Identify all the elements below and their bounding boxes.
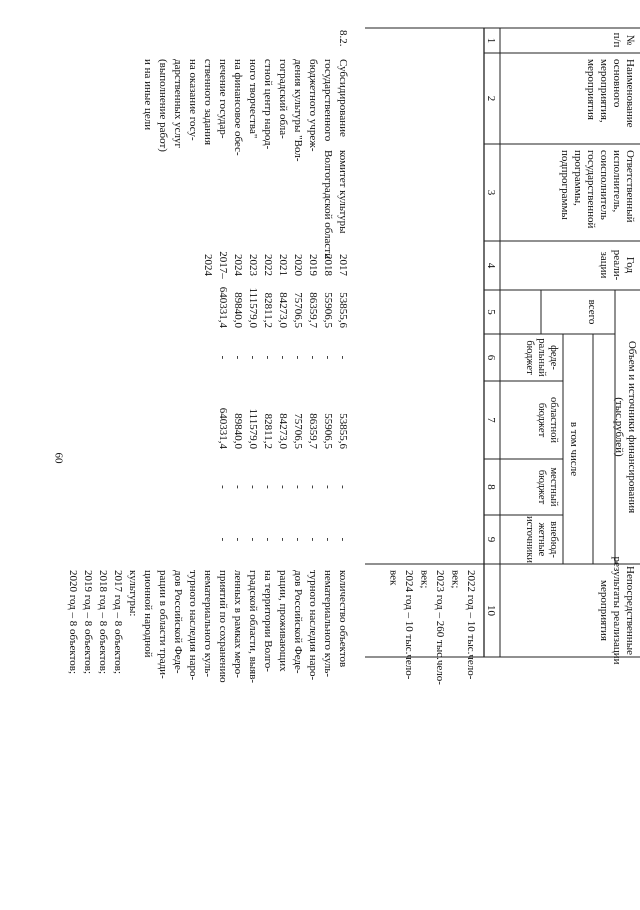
- header-year: зации: [598, 251, 610, 279]
- prev-row-result: 2022 год – 10 тыс.чело-: [465, 570, 477, 680]
- row-federal: -: [292, 355, 304, 360]
- row-name: и на иные цели: [142, 59, 154, 131]
- header-extra: источники: [524, 516, 535, 563]
- header-federal: ральный: [536, 338, 547, 377]
- row-extra: -: [217, 537, 229, 542]
- row-result: турного наследия наро-: [307, 570, 319, 681]
- table-group: [67, 28, 640, 685]
- row-federal: -: [232, 355, 244, 360]
- column-number: 5: [485, 309, 497, 315]
- row-extra: -: [232, 537, 244, 542]
- row-total: 89840,0: [232, 292, 244, 328]
- row-result: 2020 год – 8 объектов;: [67, 570, 79, 675]
- page-number: 60: [52, 452, 65, 464]
- row-regional: 75706,5: [292, 413, 304, 449]
- row-local: -: [277, 485, 289, 489]
- row-extra: -: [277, 537, 289, 542]
- row-total: 86359,7: [307, 292, 319, 328]
- header-in-that: в том числе: [568, 421, 580, 477]
- header-federal: бюджет: [524, 340, 535, 375]
- row-year: 2021: [277, 254, 289, 276]
- row-name: на финансовое обес-: [232, 59, 244, 156]
- row-regional: 53855,6: [337, 413, 349, 449]
- header-executor: исполнитель,: [611, 150, 623, 213]
- row-name: на оказание госу-: [187, 59, 199, 141]
- row-result: рации, проживающих: [277, 570, 289, 672]
- header-number: №: [624, 34, 636, 46]
- header-funding: (тыс.рублей): [613, 397, 625, 457]
- row-federal: -: [262, 355, 274, 360]
- column-number: 10: [485, 605, 497, 616]
- header-executor: программы,: [572, 150, 584, 206]
- table-text: [67, 30, 638, 685]
- row-name: печение государ-: [217, 59, 229, 139]
- row-result: количество объектов: [337, 570, 349, 668]
- row-result: 2017 год – 8 объектов;: [112, 570, 124, 675]
- header-name: основного: [611, 59, 623, 108]
- row-total: 55906,5: [322, 292, 334, 328]
- header-result: результаты реализации: [611, 556, 623, 665]
- header-extra: внебюд-: [548, 521, 559, 558]
- prev-row-result: век: [387, 570, 400, 586]
- header-regional: областной: [548, 397, 559, 443]
- header-federal: феде-: [548, 345, 559, 370]
- row-extra: -: [247, 537, 259, 542]
- row-result: культуры:: [127, 570, 139, 617]
- prev-row-result: век;: [418, 570, 431, 589]
- row-name: ного творчества": [247, 59, 259, 139]
- row-name: дения культуры "Вол-: [292, 59, 304, 162]
- row-total: 53855,6: [337, 292, 349, 328]
- header-result: Непосредственные: [624, 566, 636, 655]
- row-result: 2019 год – 8 объектов;: [82, 570, 94, 675]
- row-federal: -: [337, 355, 349, 360]
- header-regional: бюджет: [536, 402, 547, 438]
- row-result: дов Российской Феде-: [172, 570, 184, 674]
- row-result: градской области, выяв-: [247, 570, 259, 684]
- row-year: 2017–: [217, 251, 229, 279]
- row-name: стной центр народ-: [262, 59, 274, 150]
- header-local: местный: [548, 467, 559, 507]
- row-regional: 82811,2: [262, 413, 274, 449]
- row-regional: 84273,0: [277, 413, 289, 449]
- column-number: 6: [485, 354, 497, 361]
- row-name: (выполнение работ): [157, 59, 169, 152]
- row-year: 2017: [337, 254, 349, 276]
- row-local: -: [262, 485, 274, 489]
- row-local: -: [322, 485, 334, 489]
- header-local: бюджет: [536, 469, 547, 505]
- prev-row-result: 2024 год – 10 тыс.чело-: [403, 570, 415, 680]
- row-federal: -: [307, 355, 319, 360]
- row-result: турного наследия наро-: [187, 570, 199, 681]
- row-executor: Волгоградской области: [322, 150, 334, 259]
- row-year: 2023: [247, 254, 259, 276]
- header-name: мероприятия,: [598, 59, 610, 123]
- row-result: 2018 год – 8 объектов;: [97, 570, 109, 675]
- row-year: 2022: [262, 254, 274, 276]
- row-name: гоградский обла-: [277, 59, 289, 139]
- row-year: 2019: [307, 254, 319, 276]
- row-year: 2024: [232, 254, 244, 276]
- column-number: 8: [485, 484, 497, 490]
- row-name: бюджетного учреж-: [307, 59, 319, 152]
- column-number: 7: [485, 417, 497, 423]
- row-total: 640331,4: [217, 286, 229, 328]
- header-executor: государственной: [585, 150, 597, 229]
- row-local: -: [247, 485, 259, 489]
- row-total: 111579,0: [247, 287, 259, 328]
- row-result: нематериального куль-: [202, 570, 214, 678]
- row-result: рации в области тради-: [157, 570, 169, 679]
- header-extra: жетные: [536, 522, 547, 557]
- prev-row-result: 2023 год – 260 тыс.чело-: [434, 570, 446, 685]
- header-executor: подпрограммы: [559, 150, 571, 220]
- row-local: -: [307, 485, 319, 489]
- row-result: нематериального куль-: [322, 570, 334, 678]
- header-executor: соисполнитель: [598, 150, 610, 220]
- row-result: ционной народной: [142, 570, 154, 658]
- column-number: 2: [485, 95, 497, 102]
- row-name: дарственных услуг: [172, 59, 184, 148]
- header-executor: Ответственный: [624, 150, 636, 223]
- row-local: -: [232, 485, 244, 489]
- row-year: 2018: [322, 254, 334, 276]
- row-federal: -: [277, 355, 289, 360]
- row-regional: 86359,7: [307, 413, 319, 449]
- row-executor: комитет культуры: [337, 150, 349, 234]
- row-local: -: [292, 485, 304, 489]
- header-funding: Объем и источники финансирования: [626, 340, 638, 514]
- row-name: Субсидирование: [337, 59, 349, 137]
- prev-row-result: век;: [449, 570, 462, 589]
- row-total: 84273,0: [277, 292, 289, 328]
- row-result: ленных в рамках меро-: [232, 570, 244, 678]
- header-result: мероприятия: [598, 580, 610, 641]
- column-number: 3: [485, 189, 497, 196]
- header-name: Наименование: [624, 59, 636, 128]
- column-number: 1: [485, 37, 497, 44]
- row-federal: -: [322, 355, 334, 360]
- row-federal: -: [247, 355, 259, 360]
- row-extra: -: [322, 537, 334, 542]
- row-name: государственного: [322, 59, 334, 142]
- row-name: ственного задания: [202, 59, 214, 146]
- row-extra: -: [262, 537, 274, 542]
- row-number: 8.2.: [337, 30, 349, 47]
- row-extra: -: [307, 537, 319, 542]
- row-extra: -: [292, 537, 304, 542]
- row-result: на территории Волго-: [262, 570, 274, 672]
- header-name: мероприятия: [585, 59, 597, 120]
- row-local: -: [337, 485, 349, 489]
- row-total: 82811,2: [262, 292, 274, 328]
- row-regional: 55906,5: [322, 413, 334, 449]
- row-extra: -: [337, 537, 349, 542]
- column-number: 9: [485, 536, 497, 543]
- row-regional: 89840,0: [232, 413, 244, 449]
- row-result: дов Российской Феде-: [292, 570, 304, 674]
- header-year: реали-: [611, 249, 623, 281]
- row-result: приятий по сохранению: [217, 570, 229, 683]
- row-local: -: [217, 485, 229, 489]
- row-regional: 640331,4: [217, 407, 229, 449]
- row-regional: 111579,0: [247, 408, 259, 449]
- header-number: п/п: [611, 32, 623, 48]
- row-total: 75706,5: [292, 292, 304, 328]
- row-year: 2020: [292, 254, 304, 276]
- header-year: Год: [624, 256, 636, 274]
- header-total: всего: [586, 299, 598, 325]
- column-number: 4: [485, 262, 497, 269]
- row-federal: -: [217, 355, 229, 360]
- row-year: 2024: [202, 254, 214, 276]
